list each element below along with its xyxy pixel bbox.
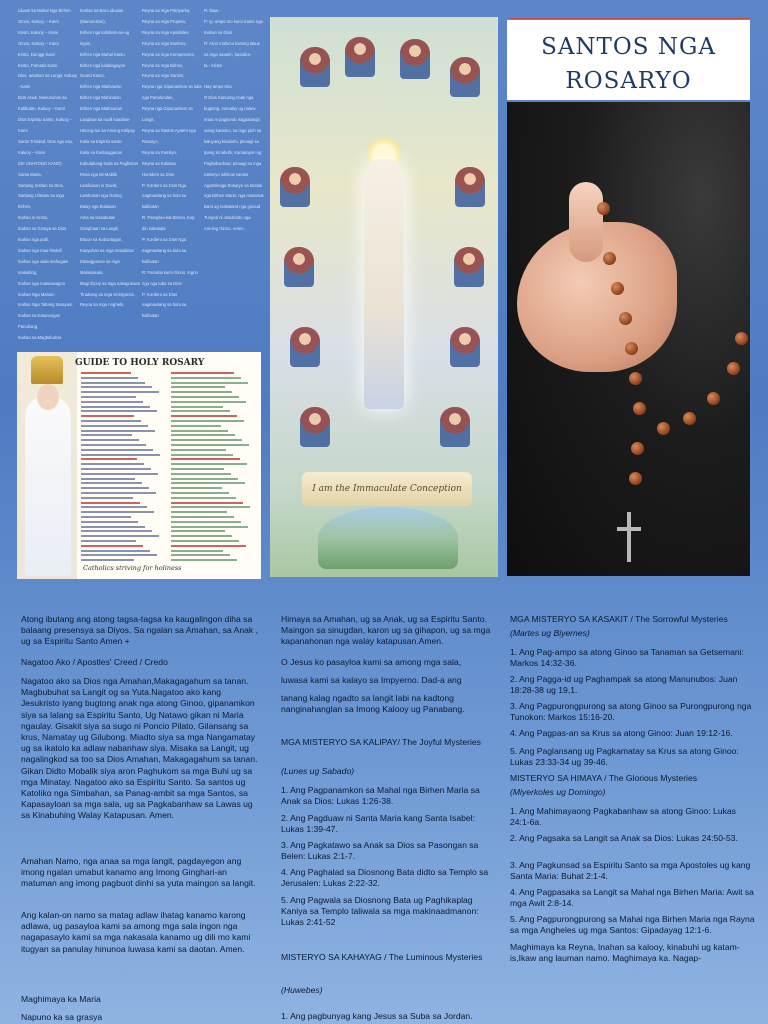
guide-text-line	[81, 372, 131, 374]
tiny-text-line: Reyna sa Santos Ayatmt nga	[142, 127, 196, 133]
saint-figure	[290, 327, 320, 367]
rosary-bead	[633, 402, 646, 415]
joyful-mystery-2: 2. Ang Pagduaw ni Santa Maria kang Santa Isabel: Lukas 1:39-47.	[281, 813, 475, 835]
tiny-text-line: Amning Ginoo. Amen.	[204, 226, 245, 232]
tiny-text-line: Reyna sa mga Patriyarka,	[142, 8, 191, 13]
tiny-text-line: R: Pasaylua-kaniDmoo, Kup	[142, 215, 195, 221]
guide-text-line	[171, 559, 237, 561]
tiny-text-line: Rosa nga Mi-Mablik	[80, 171, 118, 177]
fatima-prayer-line-3: tanang kalag ngadto sa langit labi na kadtong nanginahanglan sa Imong Kalooy ug Panabang.	[281, 693, 465, 715]
sorrowful-mysteries-heading: MGA MISTERYO SA KASAKIT / The Sorrowful Mysteries	[510, 614, 728, 624]
tiny-text-line: Dios, amahan sa Langit, Kaluoy	[18, 73, 78, 79]
robe-shape	[364, 159, 404, 409]
page-title	[507, 30, 750, 98]
tiny-text-line: Birhen,	[18, 204, 32, 210]
guide-text-line	[171, 487, 222, 489]
guide-text-line	[171, 439, 242, 441]
tiny-text-line: Kaayuhan sa mga masakitan	[80, 247, 135, 253]
tiny-text-line: Hinong-lan sa Among Kalipay	[80, 127, 135, 133]
guide-text-line	[171, 511, 227, 513]
immaculate-conception-image	[270, 17, 498, 577]
body-column-middle	[281, 614, 491, 1022]
tiny-text-line: Inahan sa Bat-Lubusan	[80, 8, 124, 13]
tiny-text-line: Pagkabanhaw; pinaagi sa mga	[204, 160, 262, 166]
tiny-text-line: (Manunubos),	[80, 18, 106, 24]
tiny-text-line: Birhen nga kalabagayan	[80, 62, 126, 68]
tiny-text-line: Kristo, Pamatia Kami	[18, 62, 58, 68]
tiny-text-line: Reyna sa Pamilya,	[142, 149, 177, 155]
joyful-mystery-3: 3. Ang Pagkatawo sa Anak sa Dios sa Pasongan sa Belen: Lukas 2:1-7.	[281, 840, 479, 862]
immaculate-conception-banner: I am the Immaculate Conception	[302, 472, 472, 506]
tiny-text-line: Birhen nga kahibalo-an-ug	[80, 29, 130, 35]
tiny-text-line: Tungod ni Jesukristo nga	[204, 215, 251, 221]
guide-text-line	[171, 396, 239, 398]
tiny-text-line: Ouard Kamo,	[80, 73, 105, 79]
tiny-text-line: Agatminaga Rosaryo sa tinahal	[204, 182, 263, 188]
tiny-text-line: Langit,	[142, 117, 155, 123]
tiny-text-line: Hontdem sa Dios	[142, 171, 175, 177]
tiny-text-line: Kaluoy – Kami	[18, 149, 45, 155]
rosary-bead	[611, 282, 624, 295]
saint-figure	[280, 167, 310, 207]
glory-be-text: Himaya sa Amahan, ug sa Anak, ug sa Espiritu Santo. Maingon sa sinugdan, karon ug sa gihapon, ug sa mga kapanahonan nga walay katapusan.Amen.	[281, 614, 491, 647]
guide-text-line	[81, 449, 153, 451]
tiny-text-line: Inahan Nga Maloon	[18, 291, 55, 297]
guide-text-line	[81, 530, 152, 532]
glorious-mysteries-days: (Miyerkoles ug Domingo)	[510, 787, 606, 797]
guide-text-line	[171, 391, 232, 393]
rosary-bead	[603, 252, 616, 265]
guide-text-line	[81, 430, 155, 432]
tiny-text-line: nagmawtang sa bula sa	[142, 247, 187, 253]
tiny-text-line: Kalibutan, Kaluoy – Kami	[18, 106, 65, 112]
tiny-text-line: sa mga saaarin, kasabra-	[204, 51, 252, 57]
tiny-text-line: Reyna sa mga Martires,	[142, 40, 187, 46]
guide-text-line	[171, 506, 250, 508]
tiny-text-line: din nakasala	[142, 226, 166, 232]
tiny-text-line: Reyna nga Gipanamkon sa sala	[142, 84, 202, 90]
tiny-text-line: Inahan nga makaawagon	[18, 280, 66, 286]
glorious-mystery-4: 4. Ang Pagpasaka sa Langit sa Mahal nga Birhen Maria: Awit sa mga Awit 2:8-14.	[510, 887, 754, 909]
guide-text-line	[171, 530, 225, 532]
rosary-bead	[683, 412, 696, 425]
guide-text-line	[171, 540, 239, 542]
hail-mary-line-2: Napuno ka sa grasya	[21, 1012, 103, 1022]
guide-text-line	[171, 372, 234, 374]
guide-text-line	[171, 386, 225, 388]
guide-text-line	[171, 521, 241, 523]
tiny-text-line: Ganghaan sa Langit,	[80, 226, 119, 232]
tiny-text-line: Inahan sa Dios	[204, 29, 232, 35]
guide-text-line	[171, 444, 249, 446]
tiny-text-line: P: Kordero sa Dios	[142, 291, 178, 297]
tiny-text-line: Ginoo, Kaluoy – Kami	[18, 40, 59, 46]
guide-text-line	[81, 554, 157, 556]
guide-text-line	[81, 502, 140, 504]
sorrowful-mystery-1: 1. Ang Pag-ampo sa atong Ginoo sa Tanaman sa Getsemani: Markos 14:32-36.	[510, 647, 744, 669]
guide-text-line	[81, 458, 137, 460]
guide-text-line	[171, 377, 241, 379]
saint-figure	[284, 247, 314, 287]
tiny-text-line: kaluyang kinabuhi, pinaagi sa	[204, 138, 259, 144]
guide-text-line	[171, 463, 247, 465]
guide-text-line	[81, 506, 147, 508]
saint-figure	[440, 407, 470, 447]
veil-shape	[25, 396, 71, 576]
tiny-text-line: kami ug makatand nga ginuud	[204, 204, 261, 210]
guide-text-line	[81, 516, 131, 518]
hand-holding-rosary-photo	[507, 102, 750, 576]
saint-figure	[450, 57, 480, 97]
tiny-text-line: Kristo, Kaluoy – Kami	[18, 29, 59, 35]
tiny-text-line	[204, 71, 266, 82]
crucifix-bar	[617, 527, 641, 531]
tiny-text-line: Dalangpanan sa mga	[80, 258, 120, 264]
tiny-text-line: Inahan Nga Tabang Sarayam	[18, 302, 73, 308]
guide-text-line	[81, 482, 142, 484]
guide-text-line	[171, 434, 235, 436]
sorrowful-mystery-3: 3. Ang Pagpurongpurong sa atong Ginoo sa Purongpurong nga Tunokon: Markos 15:16-20.	[510, 701, 752, 723]
tiny-text-line: Tinabang sa mga Kristiyanos,	[80, 291, 136, 297]
tiny-text-column-4	[204, 6, 266, 235]
rosary-bead	[629, 472, 642, 485]
tiny-text-line: Lambunan nga Garing	[80, 193, 122, 199]
tiny-text-line: misteryo ishitiuw santos	[204, 171, 249, 177]
luminous-mystery-1: 1. Ang pagbunyag kang Jesus sa Suba sa Jordan.	[281, 1011, 473, 1021]
rosary-bead	[631, 442, 644, 455]
saint-figure	[455, 167, 485, 207]
tiny-text-line: Santang Inahan sa Dios,	[18, 182, 64, 188]
tiny-text-line: nagmawtang sa bula sa	[142, 193, 187, 199]
tiny-text-line: Reyna sa Kalinaw,	[142, 160, 177, 166]
guide-text-line	[171, 545, 246, 547]
tiny-text-line: Dios Espiritu Santo, Kaluoy –	[18, 117, 73, 123]
tiny-text-line: Reyna sa mga Anghels,	[80, 302, 125, 308]
landscape-scene	[318, 507, 458, 569]
guide-text-line	[171, 449, 226, 451]
tiny-text-line: Santang Ulitwaw sa mga	[18, 193, 65, 199]
tiny-text-line: Panubang,	[18, 324, 39, 330]
guide-text-line	[171, 478, 238, 480]
guide-text-line	[171, 526, 248, 528]
sorrowful-mysteries-days: (Martes ug Biyernes)	[510, 628, 590, 638]
guide-text-line	[171, 415, 237, 417]
tiny-text-line: Lambunan ni David,	[80, 182, 118, 188]
crown-icon	[31, 356, 63, 384]
sorrowful-mystery-5: 5. Ang Paglansang ug Pagkamatay sa Krus sa atong Ginoo: Lukas 23:33-34 ug 39-46.	[510, 746, 739, 768]
tiny-text-line: Birhen nga Matinuoran	[80, 106, 123, 112]
tiny-text-line: Kami	[18, 127, 28, 133]
title-box	[507, 20, 750, 100]
saint-figure	[454, 247, 484, 287]
tiny-text-line: Ipang Kinabuhi, Kamatayon ug	[204, 149, 262, 155]
tiny-text-line: kalibutan	[142, 258, 159, 264]
tiny-text-line: kalibutan	[142, 313, 159, 319]
joyful-mystery-1: 1. Ang Pagpanamkon sa Mahal nga Birhen Maria sa Anak sa Dios: Lukas 1:26-38.	[281, 785, 480, 807]
tiny-text-line: Reyna sa mga Santos,	[142, 73, 185, 79]
tiny-text-line: R: Pamatia kami Ginoo, Ingon	[142, 269, 198, 275]
tiny-text-line: Inahan nga putli,	[18, 237, 49, 243]
tiny-text-line: - Kami	[18, 84, 31, 90]
tiny-text-column-1	[18, 6, 80, 344]
tiny-text-line: utang kanamo, sa mga pinh sa	[204, 127, 262, 133]
guide-text-line	[171, 550, 223, 552]
guide-text-line	[81, 410, 157, 412]
rosary-guide-image	[17, 352, 261, 579]
tiny-text-line: Reyna nga Gipanamkon sa	[142, 106, 193, 112]
guide-text-line	[171, 497, 236, 499]
crucifix-icon	[627, 512, 631, 562]
page-title-line-2: ROSARYO	[565, 68, 692, 94]
tiny-text-column-3	[142, 6, 204, 322]
guide-text-line	[81, 454, 160, 456]
tiny-text-line: Inahan ni Kristo,	[18, 215, 49, 221]
rosary-bead	[597, 202, 610, 215]
guide-text-line	[171, 406, 223, 408]
tiny-text-line: nagmawtang sa bula sa	[142, 302, 187, 308]
guide-text-line	[81, 473, 158, 475]
tiny-text-line: O Dios Kanuong Anak nga	[204, 95, 254, 101]
our-father-text-1: Amahan Namo, nga anaa sa mga langit, pagdayegon ang imong ngalan umabut kanamo ang Imong Ginghari-an matuman ang imong pagbuot dinhi sa yuta maingon sa langit.	[21, 856, 256, 889]
guide-text-line	[171, 454, 233, 456]
rosary-bead	[629, 372, 642, 385]
guide-text-line	[171, 410, 230, 412]
saint-figure	[400, 39, 430, 79]
guide-text-line	[81, 391, 159, 393]
guide-text-line	[81, 425, 148, 427]
guide-text-line	[171, 535, 232, 537]
tiny-text-line: Balay nga Bulawan	[80, 204, 116, 210]
guide-text-line	[81, 545, 143, 547]
tiny-text-line: nga Birhen Maria, nga masamat	[204, 193, 264, 199]
guide-text-lines	[77, 372, 257, 568]
guide-text-line	[81, 535, 159, 537]
guide-text-line	[81, 526, 145, 528]
tiny-text-line: Langkaw sa nuoll kaadlaw-	[80, 117, 131, 123]
tiny-text-line: Inahan sa Magbabuhat	[18, 335, 61, 341]
tiny-text-line: ingon,	[80, 40, 92, 46]
tiny-text-line: Bituon sa Kabuntagon,	[80, 237, 123, 243]
guide-text-line	[81, 377, 138, 379]
guide-text-line	[171, 473, 231, 475]
body-column-right	[510, 614, 755, 1022]
guide-text-line	[171, 482, 245, 484]
guide-text-line	[81, 444, 146, 446]
guide-text-line	[171, 516, 234, 518]
tiny-text-line: nga nga tuba sa Dios	[142, 280, 182, 286]
joyful-mysteries-days: (Lunes ug Sabado)	[281, 766, 355, 776]
tiny-text-line: Inahan nga maa-hisdeli	[18, 247, 62, 253]
joyful-mystery-4: 4. Ang Paghalad sa Diosnong Bata didto sa Templo sa Jerusalen: Lukas 2:22-32.	[281, 867, 489, 889]
tiny-text-line: nnaa m pagsurab nagpatangti	[204, 117, 260, 123]
tiny-text-line: Rosaryo,	[142, 138, 159, 144]
guide-text-line	[171, 430, 228, 432]
tiny-text-line: Hay-ampo Kita	[204, 84, 232, 90]
guide-text-line	[81, 415, 134, 417]
guide-title: GUIDE TO HOLY ROSARY	[75, 358, 205, 368]
tiny-text-line: (ISI UNHYONG KANO)	[18, 160, 62, 166]
tiny-text-column-2	[80, 6, 142, 311]
guide-text-line	[81, 478, 135, 480]
glorious-mystery-1: 1. Ang Mahimayaong Pagkabanhaw sa atong Ginoo: Lukas 24:1-6a.	[510, 806, 736, 828]
guide-text-line	[81, 559, 134, 561]
saint-figure	[300, 47, 330, 87]
sorrowful-mystery-2: 2. Ang Pagga-id ug Paghampak sa atong Manunubos: Juan 18:28-38 ug 19,1.	[510, 674, 738, 696]
tiny-text-line: Inahan nga wala mahugaw	[18, 258, 69, 264]
tiny-text-line: R: Ibaw -	[204, 8, 221, 13]
tiny-text-line: Kristo, Dunggi Kami	[18, 51, 56, 57]
tiny-text-line: P: Ig -ampo mo kami Santa nga	[204, 18, 263, 24]
tiny-text-line: P: Kordero sa Dios Nga	[142, 182, 186, 188]
guide-text-line	[171, 382, 248, 384]
creed-heading: Nagatoo Ako / Apostles' Creed / Credo	[21, 657, 168, 667]
guide-text-line	[81, 492, 156, 494]
guide-text-line	[81, 550, 150, 552]
tiny-text-line: Magi tilipoy sa mga nasagubaan	[80, 280, 141, 286]
guide-text-line	[81, 396, 136, 398]
guide-text-line	[81, 497, 133, 499]
tiny-text-line: P: Kordero sa Dios Nga	[142, 237, 186, 243]
hail-holy-queen-text: Maghimaya ka Reyna, Inahan sa kalooy, kinabuhi ug katam-is,Ikaw ang lauman namo. Maghimaya ka. Nagap-	[510, 942, 740, 964]
tiny-text-line: Inahan sa Grasya sa Dios	[18, 226, 67, 232]
guide-text-line	[171, 420, 244, 422]
tiny-text-line: makatilog,	[18, 269, 38, 275]
title-rule	[509, 18, 750, 19]
guide-text-line	[171, 458, 240, 460]
tiny-text-line: nga Panulundan,	[142, 95, 174, 101]
guide-text-line	[171, 401, 246, 403]
glorious-mystery-5: 5. Ang Pagpurongpurong sa Mahal nga Birhen Maria nga Rayna sa mga Angheles ug mga Santos: Gipadayag 12:1-6.	[510, 914, 755, 936]
guide-text-line	[81, 439, 139, 441]
tiny-text-line: Likaon ka Mahal Nga Birhen	[18, 8, 71, 13]
fatima-prayer-line-2: luwasa kami sa kalayo sa Impyerno. Dad-a ang	[281, 675, 462, 685]
tiny-text-line: Arka sa Kasabutan	[80, 215, 116, 221]
tiny-text-line: Kaila sa Espiritu santo	[80, 138, 122, 144]
guide-text-line	[81, 468, 151, 470]
tiny-text-line: ta - Kristo	[204, 62, 222, 68]
sign-of-cross-text: Atong ibutang ang atong tagsa-tagsa ka kaugalingon diha sa balaang presensya sa Diyos. Sa ngalan sa Amahan, sa Anak , ug sa Espiritu Santo Amen +	[21, 614, 258, 647]
creed-text: Nagatoo ako sa Dios nga Amahan,Makagagahum sa tanan. Magbubuhat sa Langit og sa Yuta.Nagatoo ako kang Jesukristo iyang bugtong anak nga atong Ginoo, gipanamkon siya sa lalang sa Espiritu Santo, Ug Natawo gikan ni Maria ngaulay. Gisakit siya sa sugo ni Poncio Pilato, Gilansang sa krus, Namatay ug Gilubong. Miadto siya sa mga Nangamatay ug sa ikatolo ka adlaw nabanhaw siya. Misaka sa Langit, ug nagalingkod sa too sa Dios Amahan, Makagagahum sa tanan. Gikan Didto Mobalik siya aron Paghukom sa mga Buhi ug sa mga Minatay. Nagatoo ako sa Espiritu Santo. Sa santos ug Katoliko nga Simbahan, sa Panag-ambit sa mga Santos, sa Kapasayloan sa mga sala, ug sa Pagkabanhaw sa Lawas ug sa Kinabuhing Walay Katapusan. Amen.	[21, 676, 258, 821]
luminous-mysteries-days: (Huwebes)	[281, 985, 323, 995]
tiny-text-line: kalibutan	[142, 204, 159, 210]
page-title-line-1: SANTOS NGA	[541, 34, 716, 60]
tiny-text-line: Santo Trinidad, Dios nga usa,	[18, 138, 73, 144]
guide-footer: Catholics striving for holiness	[83, 564, 182, 572]
tiny-text-line: Reyna sa mga Birhen,	[142, 62, 184, 68]
joyful-mystery-5: 5. Ang Pagwala sa Diosnong Bata ug Paghikaplag Kaniya sa Templo taliwala sa mga makinaadmanon: Lukas 2:41-52	[281, 895, 479, 928]
rosary-bead	[707, 392, 720, 405]
guide-text-line	[171, 425, 221, 427]
tiny-text-line: Reyna sa mga Apostoles,	[142, 29, 190, 35]
tiny-text-columns	[18, 6, 266, 346]
our-father-text-2: Ang kalan-on namo sa matag adlaw ihatag kanamo karong adlawa, ug pasayloa kami sa among mga sala ingon nga nagapasaylo kami sa mga nakasala kanamo ug dili mo kami itugyan sa panulay hinunoa luwasa kami sa daotan. Amen.	[21, 910, 251, 954]
rosary-bead	[727, 362, 740, 375]
guide-text-line	[81, 386, 152, 388]
rosary-bead	[735, 332, 748, 345]
saint-figure	[450, 327, 480, 367]
sorrowful-mystery-4: 4. Ang Pagpas-an sa Krus sa atong Ginoo: Juan 19:12-16.	[510, 728, 733, 738]
tiny-text-line: Birhen nga Mahinalon	[80, 95, 121, 101]
guide-text-line	[81, 382, 145, 384]
tiny-text-line: Ginoo, Kaluoy – Kami	[18, 18, 59, 24]
thumb-shape	[569, 182, 603, 262]
guide-text-line	[81, 434, 132, 436]
tiny-text-line: R: Aron mahimu kaming takus	[204, 40, 260, 46]
guide-text-line	[81, 401, 143, 403]
guide-text-line	[81, 487, 149, 489]
guide-text-line	[81, 521, 138, 523]
hail-mary-line-1: Maghimaya ka Maria	[21, 994, 101, 1004]
guide-text-line	[81, 420, 141, 422]
saint-figure	[300, 407, 330, 447]
tiny-text-line: Makasasala,	[80, 269, 104, 275]
saint-figure	[345, 37, 375, 77]
body-column-left	[21, 614, 261, 1022]
guide-text-line	[81, 540, 136, 542]
guide-text-line	[81, 406, 150, 408]
guide-text-line	[81, 463, 144, 465]
tiny-text-line: Inahan sa Katunongan	[18, 313, 61, 319]
rosary-bead	[657, 422, 670, 435]
tiny-text-line: Birhen nga Mahal Kaniu	[80, 51, 125, 57]
tiny-text-line: Kaila sa Kadungganan	[80, 149, 123, 155]
tiny-text-line: Kabulahang Kaila sa Paglintian	[80, 160, 138, 166]
guide-text-line	[81, 511, 154, 513]
tiny-text-line: Birhen nga Malinawon	[80, 84, 122, 90]
joyful-mysteries-heading: MGA MISTERYO SA KALIPAY/ The Joyful Mysteries	[281, 737, 481, 747]
guide-text-line	[171, 502, 243, 504]
glorious-mysteries-heading: MISTERYO SA HIMAYA / The Glorious Mysteries	[510, 773, 698, 783]
rosary-bead	[619, 312, 632, 325]
tiny-text-line: bugtong, nomalay ug nalaw-	[204, 106, 257, 112]
glorious-mystery-3: 3. Ang Pagkunsad sa Espiritu Santo sa mga Apostoles ug kang Santa Maria: Buhat 2:1-4.	[510, 860, 751, 882]
virgin-mary-figure	[360, 137, 408, 417]
guide-text-line	[171, 468, 224, 470]
face-shape	[37, 384, 59, 410]
rosary-bead	[625, 342, 638, 355]
fatima-prayer-line-1: O Jesus ko pasayloa kami sa among mga sala,	[281, 657, 462, 667]
glorious-mystery-2: 2. Ang Pagsaka sa Langit sa Anak sa Dios: Lukas 24:50-53.	[510, 833, 738, 843]
tiny-text-line: Reyna sa mga Propeta,	[142, 18, 186, 24]
tiny-text-line: Reyna sa mga Kompesores,	[142, 51, 195, 57]
guide-text-line	[171, 554, 230, 556]
our-lady-of-fatima-figure	[17, 352, 77, 579]
tiny-text-line: Santa Maria,	[18, 171, 42, 177]
guide-text-line	[171, 492, 229, 494]
tiny-text-line: Dios Anak, Manunubos sa	[18, 95, 67, 101]
luminous-mysteries-heading: MISTERYO SA KAHAYAG / The Luminous Mysteries	[281, 952, 483, 962]
